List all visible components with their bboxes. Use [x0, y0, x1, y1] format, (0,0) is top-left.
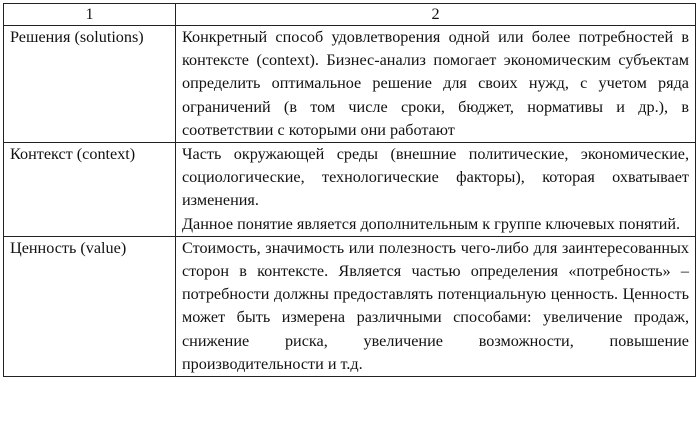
- term-value: Ценность (value): [4, 236, 176, 376]
- definition-context: [176, 143, 696, 237]
- term-context: Контекст (context): [4, 143, 176, 237]
- definition-paragraph: Стоимость, значимость или полезность чего-либо для заинтересованных сторон в контексте. Является частью определения «потребность» – потребности должны предоставлять потенциальную ценность. Ценность может быть измерена различными способами: увеличение продаж, снижение риска, увеличение возможности, повышение производительности и т.д.: [182, 238, 689, 373]
- table-row: [4, 236, 696, 376]
- table-row: [4, 143, 696, 237]
- column-number-1: 1: [4, 4, 176, 26]
- definition-paragraph: Конкретный способ удовлетворения одной или более потребностей в контексте (context). Бизнес-анализ помогает экономическим субъектам определить оптимальное решение для своих нужд, с учетом ряда ограничений (в том числе сроки, бюджет, нормативы и др.), в соответствии с которыми они работают: [182, 28, 689, 139]
- term-solutions: Решения (solutions): [4, 26, 176, 143]
- definition-paragraph: Часть окружающей среды (внешние политические, экономические, социологические, технологические факторы), которая охватывает изменения.: [182, 145, 689, 210]
- table-header-row: [4, 4, 696, 26]
- table-row: [4, 26, 696, 143]
- glossary-table: [3, 3, 696, 377]
- column-number-2: 2: [176, 4, 696, 26]
- definition-value: [176, 236, 696, 376]
- definition-solutions: [176, 26, 696, 143]
- definition-paragraph: Данное понятие является дополнительным к группе ключевых понятий.: [182, 214, 681, 233]
